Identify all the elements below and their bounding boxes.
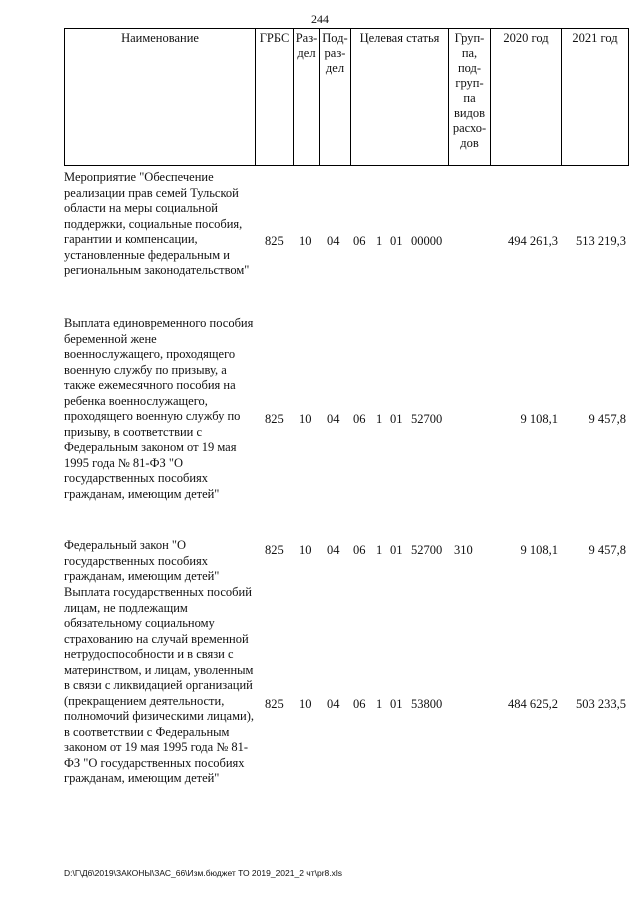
row-3-group: 310 <box>454 543 473 557</box>
row-4-name: Выплата государственных пособий лицам, не подлежащим обязательному социальному страхованию на случай временной нетрудоспособности и в связи с материнством, и лицам, уволенным в связи с ликвидацией организаций (прекращением деятельности, полномочий физическими лицами), в соответствии с Федеральным законом от 19 мая 1995 года № 81-ФЗ "О государственных пособиях гражданам, имеющим детей" <box>64 585 254 785</box>
row-1-razdel: 10 <box>299 234 312 248</box>
row-3-2020: 9 108,1 <box>520 543 558 557</box>
row-2-razdel: 10 <box>299 412 312 426</box>
header-2020: 2020 год <box>490 28 561 166</box>
row-1-2020: 494 261,3 <box>508 234 558 248</box>
row-4-target-1: 06 <box>353 697 366 711</box>
row-1-target-4: 00000 <box>411 234 443 248</box>
row-1-target-1: 06 <box>353 234 366 248</box>
row-4-2021: 503 233,5 <box>576 697 626 711</box>
row-4-2020: 484 625,2 <box>508 697 558 711</box>
header-razdel: Раз-дел <box>293 28 319 166</box>
page-number: 244 <box>311 12 329 26</box>
row-2-2021: 9 457,8 <box>588 412 626 426</box>
row-4-target-4: 53800 <box>411 697 443 711</box>
row-1-grbs: 825 <box>265 234 284 248</box>
row-4-target-2: 1 <box>376 697 383 711</box>
row-1-name: Мероприятие "Обеспечение реализации прав семей Тульской области на меры социальной поддержки, социальные пособия, гарантии и компенсации, установленные федеральным и региональным законодательством" <box>64 170 250 277</box>
row-3-podrazdel: 04 <box>327 543 340 557</box>
row-3-2021: 9 457,8 <box>588 543 626 557</box>
row-2-2020: 9 108,1 <box>520 412 558 426</box>
row-3-target-1: 06 <box>353 543 366 557</box>
row-2-target-4: 52700 <box>411 412 443 426</box>
row-1-target-3: 01 <box>390 234 403 248</box>
row-4-target-3: 01 <box>390 697 403 711</box>
row-3-name: Федеральный закон "О государственных пособиях гражданам, имеющим детей" <box>64 538 220 583</box>
header-name: Наименование <box>64 28 255 166</box>
row-3-target-3: 01 <box>390 543 403 557</box>
row-2-target-3: 01 <box>390 412 403 426</box>
row-2-target-1: 06 <box>353 412 366 426</box>
row-1-2021: 513 219,3 <box>576 234 626 248</box>
header-target: Целевая статья <box>350 28 448 166</box>
header-2021: 2021 год <box>561 28 629 166</box>
header-grbs: ГРБС <box>255 28 293 166</box>
row-1-podrazdel: 04 <box>327 234 340 248</box>
row-2-target-2: 1 <box>376 412 383 426</box>
row-4-razdel: 10 <box>299 697 312 711</box>
row-2-name: Выплата единовременного пособия беременной жене военнослужащего, проходящего военную службу по призыву, а также ежемесячного пособия на ребенка военнослужащего, проходящего военную службу по призыву, в соответствии с Федеральным законом от 19 мая 1995 года № 81-ФЗ "О государственных пособиях гражданам, имеющим детей" <box>64 316 254 501</box>
header-group: Груп-па, под-груп-па видов расхо-дов <box>448 28 490 166</box>
row-2-grbs: 825 <box>265 412 284 426</box>
row-3-target-4: 52700 <box>411 543 443 557</box>
row-1-target-2: 1 <box>376 234 383 248</box>
row-3-razdel: 10 <box>299 543 312 557</box>
file-path-footer: D:\Г\Д6\2019\ЗАКОНЫ\ЗАС_66\Изм.бюджет ТО 2019_2021_2 чт\pr8.xls <box>64 868 343 878</box>
row-2-podrazdel: 04 <box>327 412 340 426</box>
row-4-podrazdel: 04 <box>327 697 340 711</box>
row-4-grbs: 825 <box>265 697 284 711</box>
header-podrazdel: Под-раз-дел <box>319 28 350 166</box>
row-3-grbs: 825 <box>265 543 284 557</box>
row-3-target-2: 1 <box>376 543 383 557</box>
